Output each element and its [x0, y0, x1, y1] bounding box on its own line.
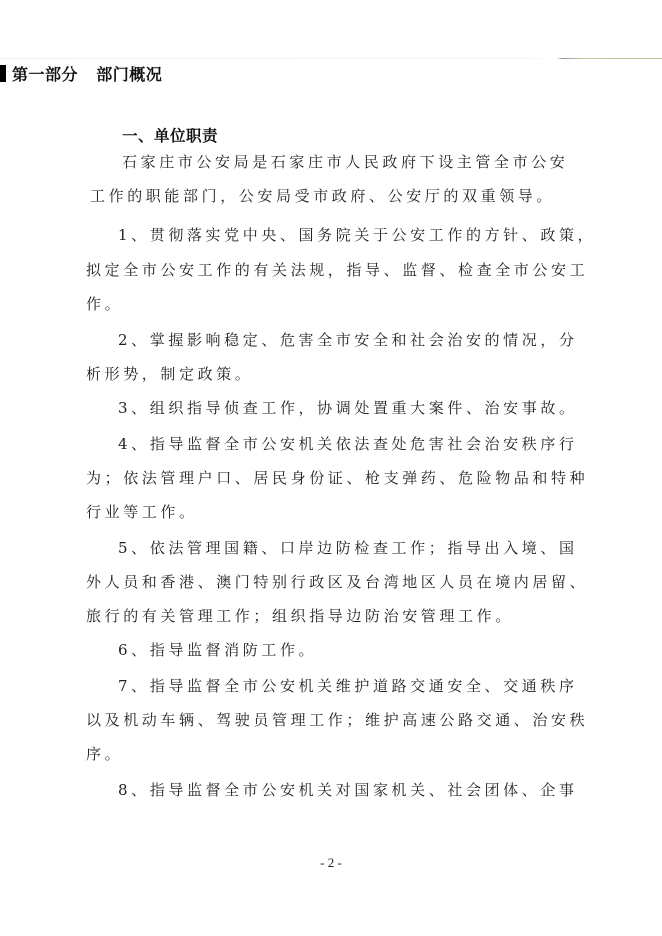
header-rule [0, 58, 662, 59]
text-line: 为；依法管理户口、居民身份证、枪支弹药、危险物品和特种 [86, 469, 589, 487]
text-line: 外人员和香港、澳门特别行政区及台湾地区人员在境内居留、 [86, 573, 589, 591]
text-line: 序。 [86, 745, 124, 763]
text-line: 行业等工作。 [86, 503, 198, 521]
text-line: 2、掌握影响稳定、危害全市安全和社会治安的情况，分 [118, 331, 578, 349]
page-number: - 2 - [320, 855, 342, 870]
text-line: 旅行的有关管理工作；组织指导边防治安管理工作。 [86, 607, 514, 625]
section-header [0, 62, 162, 84]
text-line: 工作的职能部门，公安局受市政府、公安厅的双重领导。 [90, 187, 556, 205]
section-marker-bar [0, 65, 6, 82]
text-line: 以及机动车辆、驾驶员管理工作；维护高速公路交通、治安秩 [86, 711, 589, 729]
text-line: 3、组织指导侦查工作，协调处置重大案件、治安事故。 [118, 399, 578, 417]
text-line: 7、指导监督全市公安机关维护道路交通安全、交通秩序 [118, 677, 578, 695]
text-line: 石家庄市公安局是石家庄市人民政府下设主管全市公安 [122, 153, 569, 171]
text-line: 8、指导监督全市公安机关对国家机关、社会团体、企事 [118, 781, 578, 799]
section-title: 第一部分 部门概况 [12, 64, 163, 84]
text-line: 5、依法管理国籍、口岸边防检查工作；指导出入境、国 [118, 539, 578, 557]
text-line: 拟定全市公安工作的有关法规，指导、监督、检查全市公安工 [86, 261, 589, 279]
text-line: 6、指导监督消防工作。 [118, 641, 318, 659]
subheading-unit-duties: 一、单位职责 [122, 127, 219, 145]
text-line: 作。 [86, 295, 124, 313]
text-line: 1、贯彻落实党中央、国务院关于公安工作的方针、政策， [118, 226, 597, 244]
text-line: 4、指导监督全市公安机关依法查处危害社会治安秩序行 [118, 435, 578, 453]
text-line: 析形势，制定政策。 [86, 365, 254, 383]
